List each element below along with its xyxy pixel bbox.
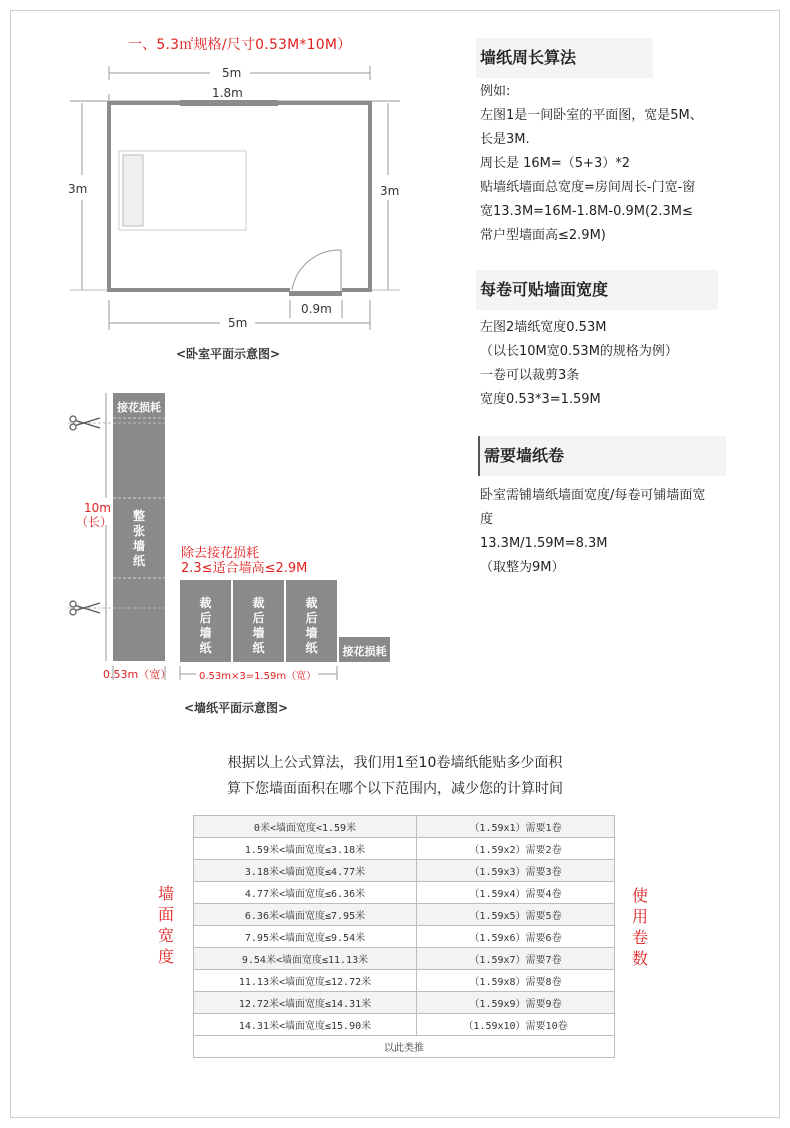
table-cell: 7.95米<墙面宽度≤9.54米 [194, 926, 417, 948]
body-line: 宽度0.53*3=1.59M [480, 392, 601, 407]
side-label-wall-width: 墙 面 宽 度 [157, 884, 174, 966]
table-row [194, 838, 615, 860]
top-loss-label: 接花损耗 [117, 401, 161, 414]
full-roll-label: 整张墙纸 [132, 509, 145, 568]
body-line: 贴墙纸墙面总宽度=房间周长-门宽-窗 [480, 180, 696, 195]
roll-width-heading: 每卷可贴墙面宽度 [476, 270, 718, 310]
dim-bottom-label: 5m [228, 316, 248, 330]
table-row [194, 904, 615, 926]
intro-line2: 算下您墙面面积在哪个以下范围内，减少您的计算时间 [227, 781, 563, 797]
table-cell: （1.59x9）需要9卷 [417, 992, 615, 1014]
loss-note-line1: 除去接花损耗 [181, 546, 260, 561]
side-loss-label: 接花损耗 [342, 645, 387, 658]
cut-piece-label: 裁后墙纸 [252, 596, 265, 655]
floor-plan-drawing [0, 0, 440, 340]
body-line: 度 [480, 512, 494, 527]
body-line: 常户型墙面高≤2.9M) [480, 228, 606, 243]
perimeter-heading: 墙纸周长算法 [476, 38, 653, 78]
table-cell: （1.59x3）需要3卷 [417, 860, 615, 882]
floor-plan-caption: <卧室平面示意图> [176, 347, 281, 361]
table-row [194, 860, 615, 882]
table-cell: （1.59x5）需要5卷 [417, 904, 615, 926]
side-label-rolls-used: 使 用 卷 数 [631, 886, 648, 968]
table-cell: （1.59x7）需要7卷 [417, 948, 615, 970]
table-cell: 9.54米<墙面宽度≤11.13米 [194, 948, 417, 970]
cut-piece-label: 裁后墙纸 [305, 596, 318, 655]
door-swing [292, 250, 341, 290]
cut-width-label: 0.53m×3=1.59m（宽） [199, 671, 317, 682]
body-line: 卧室需铺墙纸墙面宽度/每卷可铺墙面宽 [480, 488, 706, 503]
body-line: 左图2墙纸宽度0.53M [480, 320, 607, 335]
table-cell: （1.59x8）需要8卷 [417, 970, 615, 992]
length-sub-label: （长） [76, 515, 113, 529]
dim-right-label: 3m [380, 184, 400, 198]
intro-line1: 根据以上公式算法，我们用1至10卷墙纸能贴多少面积 [227, 755, 563, 771]
table-row [194, 970, 615, 992]
body-line: 长是3M. [480, 132, 530, 147]
dim-window-label: 1.8m [212, 86, 243, 100]
roll-width-body [480, 316, 678, 412]
plan-title: 一、5.3㎡规格/尺寸0.53M*10M） [128, 37, 352, 53]
body-line: 周长是 16M=（5+3）*2 [480, 156, 630, 171]
table-cell: （1.59x2）需要2卷 [417, 838, 615, 860]
body-line: 13.3M/1.59M=8.3M [480, 536, 608, 551]
window [180, 100, 278, 106]
wallpaper-plan-caption: <墙纸平面示意图> [184, 701, 289, 715]
pillow [123, 155, 143, 226]
table-cell: （1.59x1）需要1卷 [417, 816, 615, 838]
table-cell: 12.72米<墙面宽度≤14.31米 [194, 992, 417, 1014]
table-cell: （1.59x10）需要10卷 [417, 1014, 615, 1036]
table-cell: （1.59x4）需要4卷 [417, 882, 615, 904]
table-cell: 14.31米<墙面宽度≤15.90米 [194, 1014, 417, 1036]
body-line: 宽13.3M=16M-1.8M-0.9M(2.3M≤ [480, 204, 693, 219]
dim-left-label: 3m [68, 182, 88, 196]
rolls-needed-body [480, 484, 705, 580]
table-row [194, 948, 615, 970]
body-line: （取整为9M） [480, 560, 565, 575]
cut-piece-label: 裁后墙纸 [199, 596, 212, 655]
rolls-needed-heading: 需要墙纸卷 [478, 436, 726, 476]
table-footer-row [194, 1036, 615, 1058]
table-row [194, 926, 615, 948]
dim-door-label: 0.9m [301, 302, 332, 316]
table-cell: 0米<墙面宽度<1.59米 [194, 816, 417, 838]
body-line: 左图1是一间卧室的平面图，宽是5M、 [480, 108, 703, 123]
table-cell: 1.59米<墙面宽度≤3.18米 [194, 838, 417, 860]
table-row [194, 816, 615, 838]
table-row [194, 1014, 615, 1036]
body-line: （以长10M宽0.53M的规格为例） [480, 344, 678, 359]
table-cell: 6.36米<墙面宽度≤7.95米 [194, 904, 417, 926]
perimeter-body [480, 80, 703, 248]
dim-top-label: 5m [222, 66, 242, 80]
loss-note-line2: 2.3≤适合墙高≤2.9M [181, 561, 308, 576]
rolls-table [193, 815, 615, 1058]
body-line: 例如: [480, 84, 511, 99]
body-line: 一卷可以裁剪3条 [480, 368, 580, 383]
table-row [194, 992, 615, 1014]
width-label: 0.53m（宽） [103, 668, 172, 681]
table-cell: 4.77米<墙面宽度≤6.36米 [194, 882, 417, 904]
table-cell: （1.59x6）需要6卷 [417, 926, 615, 948]
door-sill [289, 291, 342, 296]
table-footer: 以此类推 [194, 1036, 615, 1058]
table-cell: 11.13米<墙面宽度≤12.72米 [194, 970, 417, 992]
table-cell: 3.18米<墙面宽度≤4.77米 [194, 860, 417, 882]
table-row [194, 882, 615, 904]
length-label: 10m [84, 501, 111, 515]
